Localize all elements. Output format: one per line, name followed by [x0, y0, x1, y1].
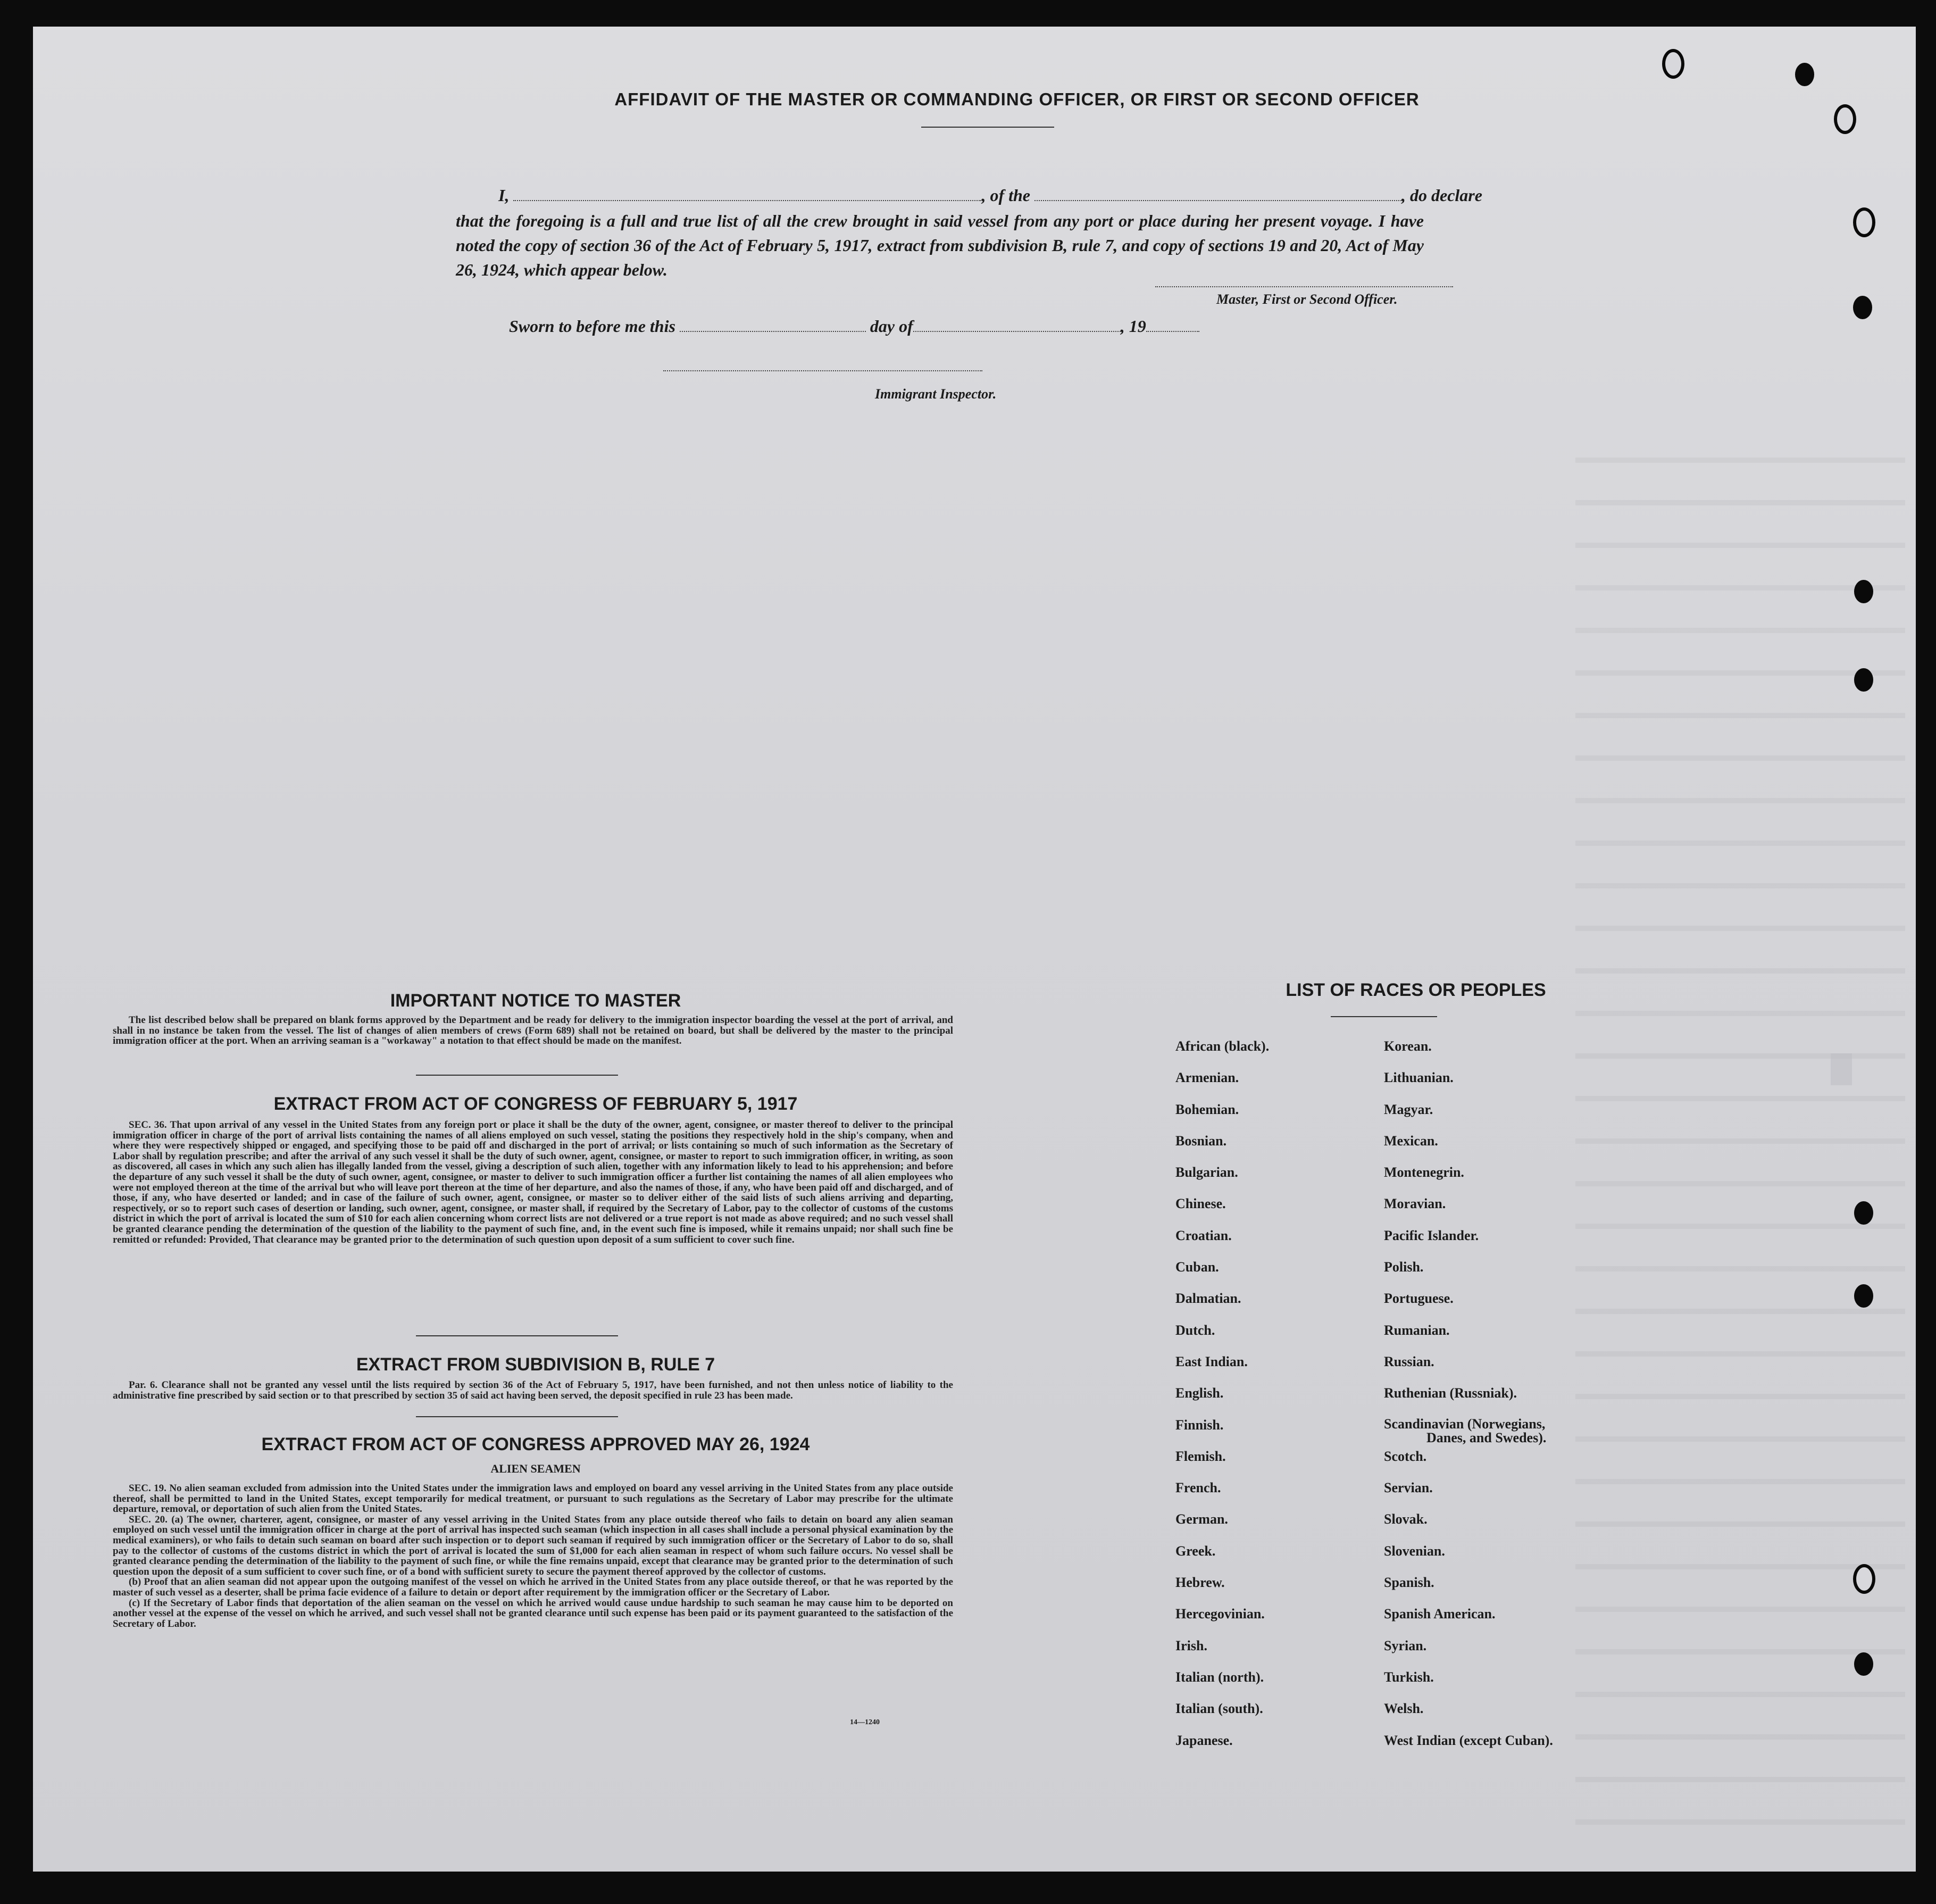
extract-1917-title: EXTRACT FROM ACT OF CONGRESS OF FEBRUARY 5, 1917	[273, 1094, 798, 1114]
notice-text	[113, 1015, 953, 1046]
race-item: Greek.	[1175, 1543, 1216, 1559]
extract-1917-divider	[416, 1335, 618, 1336]
declaration-body: that the foregoing is a full and true list of all the crew brought in said vessel from any port or place during her present voyage. I have noted the copy of section 36 of the Act of February 5, 1917, extract from subdivision B, rule 7, and copy of sections 19 and 20, Act of May 26, 1924, which appear below.	[456, 211, 1424, 279]
binder-hole	[1854, 580, 1873, 603]
race-item: Flemish.	[1175, 1448, 1226, 1464]
race-item: Portuguese.	[1384, 1291, 1454, 1307]
extract-1924-title: EXTRACT FROM ACT OF CONGRESS APPROVED MAY 26, 1924	[261, 1434, 810, 1454]
races-divider	[1331, 1016, 1437, 1017]
race-item: Spanish American.	[1384, 1606, 1496, 1622]
race-item: Bosnian.	[1175, 1133, 1227, 1149]
name-blank[interactable]	[513, 186, 981, 201]
sworn-line	[509, 314, 1199, 338]
sworn-day-blank[interactable]	[680, 317, 866, 332]
race-item: Croatian.	[1175, 1227, 1232, 1243]
race-item: Slovak.	[1384, 1511, 1428, 1527]
title-divider	[921, 127, 1054, 128]
race-item: German.	[1175, 1511, 1228, 1527]
binder-hole	[1854, 668, 1873, 692]
sec-36-paragraph: SEC. 36. That upon arrival of any vessel in the United States from any foreign port or place it shall be the duty of the owner, agent, consignee, or master thereof to deliver to the principal immigration officer in charge of the port of arrival lists containing the names of all aliens employed on such vessel, stating the positions they respectively hold in the ship's company, when and where they were respectively shipped or engaged, and specifying those to be paid off and discharged in the port of arrival; or lists containing so much of such information as the Secretary of Labor shall by regulation prescribe; and after the arrival of any such vessel it shall be the duty of such owner, agent, consignee, or master to report to such immigration officer, in writing, as soon as discovered, all cases in which any such alien has illegally landed from the vessel, giving a description of such alien, together with any information likely to lead to his apprehension; and before the departure of any such vessel it shall be the duty of such owner, agent, consignee, or master to deliver to such immigration officer a further list containing the names of all alien employees who were not employed thereon at the time of the arrival but who will leave port thereon at the time of her departure, and also the names of those, if any, who have been paid off and discharged, and of those, if any, who have deserted or landed; and in case of the failure of such owner, agent, consignee, or master so to deliver either of the said lists of such aliens arriving and departing, respectively, or so to report such cases of desertion or landing, such owner, agent, consignee, or master shall, if required by the Secretary of Labor, pay to the collector of customs of the customs district in which the port of arrival is located the sum of $10 for each alien concerning whom correct lists are not delivered or a true report is not made as above required; and no such vessel shall be granted clearance pending the determination of the question of the liability to the payment of such fine, and, in the event such fine is imposed, while it remains unpaid; nor shall such fine be remitted or refunded: Provided, That clearance may be granted prior to the determination of such question upon deposit of a sum sufficient to cover such fine.	[113, 1119, 953, 1245]
sworn-day-of: day of	[870, 317, 913, 336]
race-item: Montenegrin.	[1384, 1165, 1464, 1180]
inspector-label: Immigrant Inspector.	[875, 386, 997, 402]
binder-hole	[1854, 1652, 1873, 1676]
race-item: West Indian (except Cuban).	[1384, 1732, 1553, 1748]
inspector-signature-line[interactable]	[663, 370, 982, 371]
race-item: Finnish.	[1175, 1417, 1224, 1433]
notice-title: IMPORTANT NOTICE TO MASTER	[390, 991, 681, 1011]
race-item: Italian (south).	[1175, 1701, 1263, 1717]
declaration-line	[498, 183, 1530, 207]
master-signature-label: Master, First or Second Officer.	[1216, 292, 1398, 307]
race-item: Mexican.	[1384, 1133, 1438, 1149]
race-item: Korean.	[1384, 1038, 1432, 1054]
form-number: 14—1240	[850, 1718, 880, 1726]
races-left-column	[1175, 1038, 1269, 1764]
affidavit-title: AFFIDAVIT OF THE MASTER OR COMMANDING OFFICER, OR FIRST OR SECOND OFFICER	[614, 89, 1420, 109]
sworn-text: Sworn to before me this	[509, 317, 675, 336]
race-item: Irish.	[1175, 1637, 1207, 1653]
sec-19-paragraph: SEC. 19. No alien seaman excluded from admission into the United States under the immigration laws and employed on board any vessel arriving in the United States from any place outside thereof, shall be permitted to land in the United States, except temporarily for medical treatment, or pursuant to such regulations as the Secretary of Labor may prescribe for the ultimate departure, removal, or deportation of such alien from the United States.	[113, 1483, 953, 1515]
race-item: Moravian.	[1384, 1196, 1446, 1212]
race-item: Welsh.	[1384, 1701, 1424, 1717]
rule7-title: EXTRACT FROM SUBDIVISION B, RULE 7	[356, 1354, 715, 1375]
race-item: Hercegovinian.	[1175, 1606, 1265, 1622]
document-page	[33, 27, 1916, 1872]
race-item: Russian.	[1384, 1353, 1434, 1369]
race-item: Turkish.	[1384, 1669, 1434, 1685]
race-item: Slovenian.	[1384, 1543, 1445, 1559]
race-item: French.	[1175, 1480, 1221, 1496]
paper-stain	[1831, 1053, 1852, 1085]
race-item: Cuban.	[1175, 1259, 1219, 1275]
race-item: African (black).	[1175, 1038, 1270, 1054]
declaration-i: I,	[498, 186, 510, 205]
notice-paragraph: The list described below shall be prepared on blank forms approved by the Department and be ready for delivery to the immigration inspector boarding the vessel at the port of arrival, and shall in no instance be taken from the vessel. The list of changes of alien members of crews (Form 689) shall not be retained on board, but shall be delivered by the master to the principal immigration officer at the port. When an arriving seaman is a "workaway" a notation to that effect should be made on the manifest.	[113, 1015, 953, 1047]
race-item: Hebrew.	[1175, 1575, 1225, 1591]
race-item: Japanese.	[1175, 1732, 1233, 1748]
rule7-divider	[416, 1416, 618, 1417]
bleed-through-texture	[1575, 420, 1905, 1857]
binder-hole	[1854, 1284, 1873, 1308]
sworn-month-blank[interactable]	[913, 317, 1121, 332]
race-item: English.	[1175, 1385, 1224, 1401]
race-item: Scotch.	[1384, 1448, 1427, 1464]
race-item: Magyar.	[1384, 1101, 1433, 1117]
binder-hole-ring	[1853, 207, 1875, 237]
race-item: Armenian.	[1175, 1070, 1239, 1086]
race-item: Bulgarian.	[1175, 1165, 1238, 1180]
vessel-blank[interactable]	[1034, 186, 1401, 201]
race-item: East Indian.	[1175, 1353, 1248, 1369]
race-item: Dalmatian.	[1175, 1291, 1241, 1307]
race-item: Rumanian.	[1384, 1322, 1450, 1338]
race-item: Scandinavian (Norwegians, Danes, and Swedes).	[1384, 1417, 1553, 1449]
sworn-year-prefix: , 19	[1120, 317, 1146, 336]
race-item-continuation: Danes, and Swedes).	[1426, 1429, 1547, 1445]
sec-20b-paragraph: (b) Proof that an alien seaman did not appear upon the outgoing manifest of the vessel on which he arrived in the United States from any place outside thereof, or that he was reported by the master of such vessel as a deserter, shall be prima facie evidence of a failure to detain or deport after requirement by the immigration officer or the Secretary of Labor.	[113, 1576, 953, 1598]
binder-hole-ring	[1853, 1564, 1875, 1594]
sworn-year-blank[interactable]	[1146, 317, 1199, 332]
par-6-paragraph: Par. 6. Clearance shall not be granted any vessel until the lists required by section 36 of the Act of February 5, 1917, have been furnished, and not then unless notice of liability to the administrative fine prescribed by said section or to that prescribed by section 35 of said act having been served, the deposit specified in rule 23 has been made.	[113, 1379, 953, 1401]
extract-1917-text	[113, 1120, 953, 1245]
race-item: Italian (north).	[1175, 1669, 1264, 1685]
race-item: Servian.	[1384, 1480, 1433, 1496]
extract-1924-text	[113, 1483, 953, 1629]
binder-hole-ring	[1662, 49, 1684, 79]
race-item: Polish.	[1384, 1259, 1424, 1275]
notice-divider	[416, 1075, 618, 1076]
alien-seamen-subtitle: ALIEN SEAMEN	[490, 1462, 581, 1475]
binder-hole-ring	[1834, 104, 1856, 134]
sec-20c-paragraph: (c) If the Secretary of Labor finds that deportation of the alien seaman on the vessel on which he arrived would cause undue hardship to such seaman he may cause him to be deported on another vessel at the expense of the vessel on which he arrived, and such vessel shall not be granted clearance until such expense has been paid or its payment guaranteed to the satisfaction of the Secretary of Labor.	[113, 1597, 953, 1629]
declaration-do-declare: , do declare	[1401, 186, 1482, 205]
races-right-column	[1384, 1038, 1553, 1764]
race-item: Spanish.	[1384, 1575, 1434, 1591]
race-item: Chinese.	[1175, 1196, 1226, 1212]
declaration-of-the: , of the	[981, 186, 1030, 205]
race-item: Dutch.	[1175, 1322, 1215, 1338]
binder-hole	[1854, 1201, 1873, 1225]
binder-hole	[1795, 63, 1814, 86]
race-item: Syrian.	[1384, 1637, 1427, 1653]
binder-hole	[1853, 296, 1872, 319]
sec-20a-paragraph: SEC. 20. (a) The owner, charterer, agent, consignee, or master of any vessel arriving in the United States from any place outside thereof who fails to detain on board any alien seaman employed on such vessel until the immigration officer in charge at the port of arrival has inspected such seaman (which inspection in all cases shall include a personal physical examination by the medical examiners), or who fails to detain such seaman on board after such inspection or to deport such seaman if required by such immigration officer or the Secretary of Labor to do so, shall pay to the collector of customs of the customs district in which the port of arrival is located the sum of $1,000 for each alien seaman in respect of whom such failure occurs. No vessel shall be granted clearance pending the determination of the liability to the payment of such fine, or while the fine remains unpaid, except that clearance may be granted prior to the determination of such question upon the deposit of a sum sufficient to cover such fine, or of a bond with sufficient surety to secure the payment thereof approved by the collector of customs.	[113, 1514, 953, 1577]
rule7-text	[113, 1380, 953, 1401]
race-item: Pacific Islander.	[1384, 1227, 1479, 1243]
race-item: Bohemian.	[1175, 1101, 1239, 1117]
race-item: Ruthenian (Russniak).	[1384, 1385, 1517, 1401]
race-item: Lithuanian.	[1384, 1070, 1454, 1086]
master-signature-line[interactable]	[1155, 286, 1453, 287]
races-title: LIST OF RACES OR PEOPLES	[1286, 980, 1546, 1000]
